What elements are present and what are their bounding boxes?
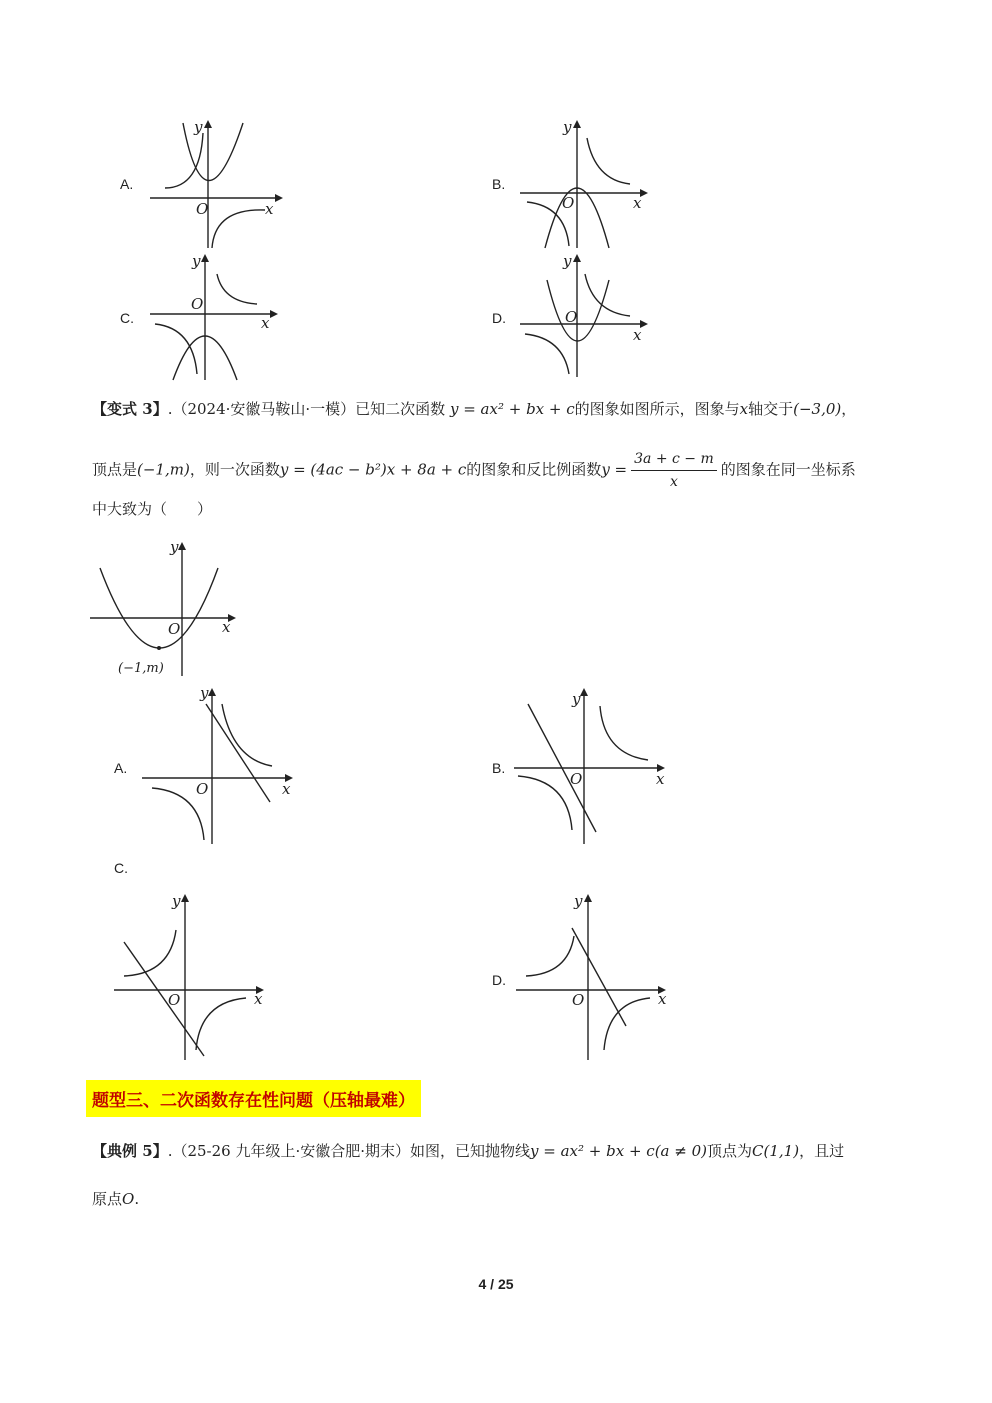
- origin-label: O: [572, 991, 585, 1009]
- v3-option-c-label: C.: [114, 860, 128, 876]
- x-label: x: [222, 618, 231, 636]
- vertex-point: [157, 646, 161, 650]
- vertex-label: (−1,m): [118, 661, 164, 676]
- hyperbola-branch: [604, 998, 650, 1050]
- hyperbola-branch: [518, 776, 572, 830]
- given-parabola-graph: [88, 538, 248, 680]
- variant3-line3: 中大致为（ ）: [92, 500, 213, 518]
- v3-option-a-graph: [140, 684, 300, 846]
- variant3-line2: 顶点是(−1,m)，则一次函数y = (4ac − b²)x + 8a + c的图象和反比例函数y = $\frac{3a + c - m}{x}$ 的图象在同一坐标系: [92, 448, 856, 493]
- hyperbola-branch: [165, 133, 203, 188]
- option-b-label: B.: [492, 176, 506, 192]
- y-label: y: [172, 892, 181, 910]
- x-label: x: [658, 990, 667, 1008]
- v3-option-b-graph: [512, 684, 672, 846]
- variant3-tag: 变式 3: [107, 400, 153, 418]
- hyperbola-branch: [587, 138, 630, 184]
- option-d-label: D.: [492, 310, 506, 326]
- hyperbola-branch: [526, 936, 574, 976]
- origin-label: O: [196, 780, 209, 798]
- option-c-label: C.: [120, 310, 134, 326]
- y-label: y: [200, 684, 209, 702]
- x-label: x: [261, 314, 270, 332]
- y-label: y: [572, 690, 581, 708]
- linear-function: [572, 928, 626, 1026]
- origin-label: O: [570, 770, 583, 788]
- option-a-graph: [145, 118, 285, 253]
- hyperbola-branch: [217, 274, 257, 304]
- parabola: [547, 280, 609, 341]
- parabola: [183, 123, 243, 181]
- y-label: y: [563, 252, 572, 270]
- y-label: y: [563, 118, 572, 136]
- option-a-label: A.: [120, 176, 134, 192]
- example5-line1: 【典例 5】.（25-26 九年级上·安徽合肥·期末）如图，已知抛物线y = ax² + bx + c(a ≠ 0)顶点为C(1,1)，且过: [92, 1142, 845, 1160]
- hyperbola-branch: [212, 210, 265, 248]
- option-b-graph: [515, 118, 655, 253]
- x-label: x: [633, 194, 642, 212]
- v3-option-c-graph: [110, 890, 275, 1062]
- y-label: y: [170, 538, 179, 556]
- x-label: x: [254, 990, 263, 1008]
- hyperbola-branch: [222, 704, 272, 766]
- x-label: x: [282, 780, 291, 798]
- origin-label: O: [168, 991, 181, 1009]
- linear-function: [206, 704, 270, 802]
- y-label: y: [192, 252, 201, 270]
- hyperbola-branch: [196, 998, 246, 1050]
- x-label: x: [633, 326, 642, 344]
- origin-label: O: [196, 200, 209, 218]
- origin-label: O: [565, 308, 578, 326]
- hyperbola-branch: [600, 706, 648, 760]
- example5-tag: 典例 5: [107, 1142, 153, 1160]
- option-d-graph: [515, 252, 655, 382]
- example5-line2: 原点O.: [92, 1190, 140, 1208]
- fraction: $\frac{3a + c - m}{x}$: [631, 448, 717, 493]
- x-label: x: [265, 200, 274, 218]
- hyperbola-branch: [155, 324, 197, 374]
- hyperbola-branch: [525, 334, 569, 374]
- variant3-line1: 【变式 3】.（2024·安徽马鞍山·一模）已知二次函数 y = ax² + bx + c的图象如图所示，图象与x轴交于(−3,0)，: [92, 400, 857, 418]
- v3-option-a-label: A.: [114, 760, 128, 776]
- v3-option-d-graph: [512, 890, 677, 1062]
- origin-label: O: [191, 295, 204, 313]
- section-title: 题型三、二次函数存在性问题（压轴最难）: [86, 1080, 421, 1117]
- y-label: y: [194, 118, 203, 136]
- page-number: 4 / 25: [478, 1276, 514, 1292]
- origin-label: O: [562, 194, 575, 212]
- x-label: x: [656, 770, 665, 788]
- option-c-graph: [145, 252, 285, 382]
- parabola: [100, 568, 218, 648]
- y-label: y: [574, 892, 583, 910]
- origin-label: O: [168, 620, 181, 638]
- v3-option-b-label: B.: [492, 760, 506, 776]
- hyperbola-branch: [585, 274, 630, 316]
- v3-option-d-label: D.: [492, 972, 506, 988]
